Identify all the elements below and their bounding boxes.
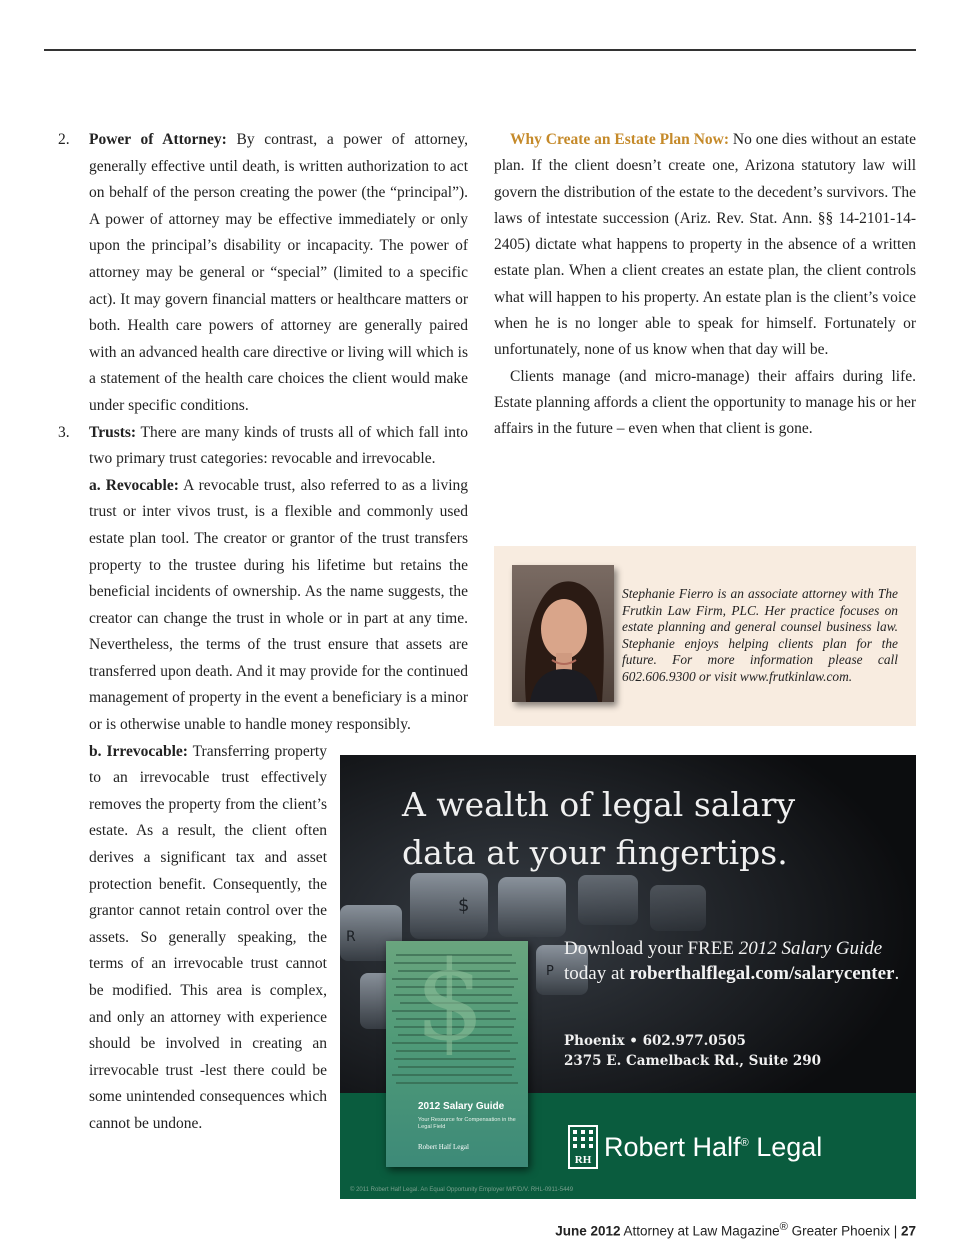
svg-text:$: $	[458, 895, 470, 916]
right-column	[494, 127, 916, 443]
item-text: By contrast, a power of attorney, generally effective until death, is written authorization to act on behalf of the person creating the power (the “principal”). A power of attorney may be effective immediately or only upon the principal’s disability or incapacity. The power of attorney may be general or “special” (limited to a specific act). It may govern financial matters or healthcare matters or both. Health care powers of attorney are generally paired with an advanced health care directive or living will which is a statement of the health care choices the client would make under specific conditions.	[89, 131, 468, 414]
cover-text-pattern	[392, 947, 522, 1097]
ad-phone: Phoenix • 602.977.0505	[564, 1033, 746, 1049]
ad-call-to-action: Download your FREE 2012 Salary Guide today at roberthalflegal.com/salarycenter.	[564, 938, 900, 984]
issue-date: June 2012	[555, 1223, 621, 1239]
paragraph-why: Why Create an Estate Plan Now: No one dies without an estate plan. If the client doesn’t create one, Arizona statutory law will govern the distribution of the estate to the decedent’s survivors. The laws of intestate succession (Ariz. Rev. Stat. Ann. §§ 14-2101-14-2405) dictate what happens to property in the absence of a written estate plan. When a client creates an estate plan, the client controls what will happen to his property. An estate plan is the client’s voice when he is no longer able to speak for himself. Fortunately or unfortunately, none of us know when that day will be.	[494, 131, 916, 359]
ad-headline: A wealth of legal salary data at your fingertips.	[402, 785, 796, 872]
subitem-lead: a. Revocable:	[89, 476, 179, 494]
ad-address: 2375 E. Camelback Rd., Suite 290	[564, 1053, 822, 1069]
author-bio-box	[494, 546, 916, 726]
page-number: 27	[900, 1223, 916, 1239]
header-rule	[44, 49, 916, 51]
section-heading: Why Create an Estate Plan Now:	[510, 131, 729, 148]
cover-logo: Robert Half Legal	[418, 1143, 469, 1151]
rh-logo-icon	[568, 1125, 598, 1169]
list-number: 3.	[58, 423, 70, 441]
svg-text:RH: RH	[574, 1154, 592, 1166]
page-footer: June 2012 Attorney at Law Magazine® Greater Phoenix | 27	[555, 1221, 916, 1239]
ad-contact	[564, 1031, 821, 1071]
item-lead: Trusts:	[89, 423, 137, 441]
advertisement[interactable]	[340, 755, 916, 1199]
item-lead: Power of Attorney:	[89, 131, 227, 148]
cover-title: 2012 Salary Guide	[418, 1101, 505, 1112]
robert-half-logo	[568, 1125, 822, 1169]
author-photo	[512, 565, 614, 702]
subitem-revocable	[58, 473, 468, 739]
subitem-text: A revocable trust, also referred to as a living trust or inter vivos trust, is a flexible and commonly used estate plan tool. The creator or grantor of the trust transfers property to the trustee during his lifetime but retains the beneficial incidents of ownership. As the name suggests, the creator can change the trust in whole or in part at any time. Nevertheless, the terms of the trust ensure that assets are transferred upon death. And it may provide for the continued management of property in the event a beneficiary is a minor or is otherwise unable to handle money responsibly.	[89, 476, 469, 734]
salary-guide-cover	[386, 941, 528, 1167]
svg-text:R: R	[346, 929, 356, 945]
ad-copyright: © 2011 Robert Half Legal. An Equal Opportunity Employer M/F/D/V. RHL-0911-5449	[350, 1187, 574, 1193]
svg-text:P: P	[546, 964, 554, 979]
edition-city: Greater Phoenix	[787, 1223, 890, 1239]
cover-subtitle: Your Resource for Compensation in the Legal Field	[418, 1117, 516, 1130]
brand-name: Robert Half® Legal	[604, 1131, 823, 1162]
salary-center-link[interactable]: roberthalflegal.com/salarycenter	[629, 963, 895, 984]
author-bio-text: Stephanie Fierro is an associate attorney with The Frutkin Law Firm, PLC. Her practice focuses on estate planning and general counsel business law. Stephanie enjoys helping clients plan for the future. For more information please call 602.606.9300 or visit www.frutkinlaw.com.	[622, 586, 898, 684]
svg-text:$: $	[415, 947, 485, 1065]
subitem-text: Transferring property to an irrevocable trust effectively removes the property from the client’s estate. As a result, the client often derives a significant tax and asset protection benefit. Consequently, the grantor cannot retain control over the assets. So generally speaking, the terms of an irrevocable trust cannot be modified. This area is complex, and only an attorney with experience should be involved in creating an irrevocable trust -lest there could be some unintended consequences which cannot be undone.	[89, 742, 327, 1132]
item-text: There are many kinds of trusts all of which fall into two primary trust categories: revocable and irrevocable.	[89, 423, 468, 468]
list-item-trusts	[58, 420, 468, 473]
list-item-power-of-attorney	[58, 127, 468, 420]
magazine-name: Attorney at Law Magazine	[620, 1223, 780, 1239]
paragraph-clients: Clients manage (and micro-manage) their affairs during life. Estate planning affords a client the opportunity to manage his or her affairs in the future – even when that client is gone.	[494, 367, 916, 438]
subitem-lead: b. Irrevocable:	[89, 742, 188, 760]
list-number: 2.	[58, 131, 70, 148]
